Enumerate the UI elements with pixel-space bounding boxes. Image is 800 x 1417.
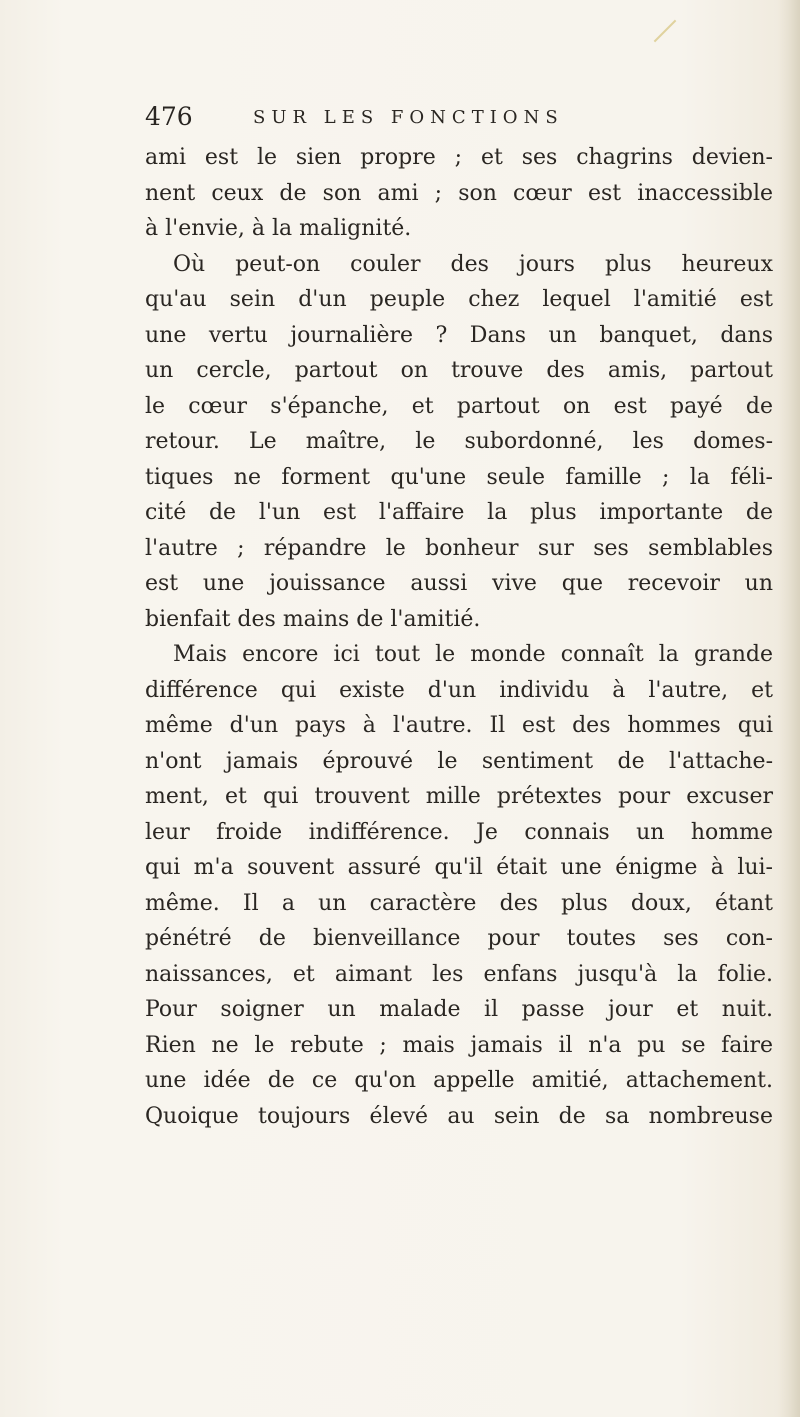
text-line: naissances, et aimant les enfans jusqu'à la folie. — [145, 961, 773, 987]
text-line: qu'au sein d'un peuple chez lequel l'amitié est — [145, 287, 773, 312]
text-line: est une jouissance aussi vive que recevoir un — [145, 571, 773, 596]
text-line: Mais encore ici tout le monde connaît la grande — [173, 642, 773, 667]
text-line: une vertu journalière ? Dans un banquet, dans — [145, 322, 773, 348]
ink-mark — [654, 20, 677, 43]
text-line: le cœur s'épanche, et partout on est payé de — [145, 393, 773, 419]
text-line: Quoique toujours élevé au sein de sa nombreuse — [145, 1103, 773, 1129]
text-line: nent ceux de son ami ; son cœur est inaccessible — [145, 180, 773, 206]
text-line: Où peut-on couler des jours plus heureux — [173, 251, 773, 277]
text-line: l'autre ; répandre le bonheur sur ses semblables — [145, 535, 773, 561]
text-line: ment, et qui trouvent mille prétextes pour excuser — [145, 784, 773, 809]
text-line: une idée de ce qu'on appelle amitié, attachement. — [145, 1068, 773, 1093]
text-line: cité de l'un est l'affaire la plus importante de — [145, 500, 773, 525]
page-edge-shadow — [778, 0, 800, 1417]
body-text — [145, 140, 773, 1134]
text-line: leur froide indifférence. Je connais un homme — [145, 819, 773, 845]
page-header — [145, 102, 765, 142]
text-line: tiques ne forment qu'une seule famille ; la féli- — [145, 464, 773, 490]
text-line: ami est le sien propre ; et ses chagrins devien- — [145, 145, 773, 170]
text-line: bienfait des mains de l'amitié. — [145, 606, 481, 632]
text-line: Rien ne le rebute ; mais jamais il n'a pu se faire — [145, 1032, 773, 1058]
text-line: retour. Le maître, le subordonné, les domes- — [145, 429, 773, 454]
text-line: n'ont jamais éprouvé le sentiment de l'attache- — [145, 748, 773, 774]
text-line: différence qui existe d'un individu à l'autre, et — [145, 677, 773, 703]
text-line: qui m'a souvent assuré qu'il était une énigme à lui- — [145, 855, 773, 880]
text-line: Pour soigner un malade il passe jour et nuit. — [145, 997, 773, 1022]
text-line: même. Il a un caractère des plus doux, étant — [145, 890, 773, 916]
text-line: à l'envie, à la malignité. — [145, 216, 412, 241]
running-title: SUR LES FONCTIONS — [253, 107, 564, 128]
text-line: un cercle, partout on trouve des amis, partout — [145, 358, 773, 383]
text-line: même d'un pays à l'autre. Il est des hommes qui — [145, 713, 773, 738]
text-line: pénétré de bienveillance pour toutes ses con- — [145, 926, 773, 951]
page-number: 476 — [145, 102, 193, 131]
